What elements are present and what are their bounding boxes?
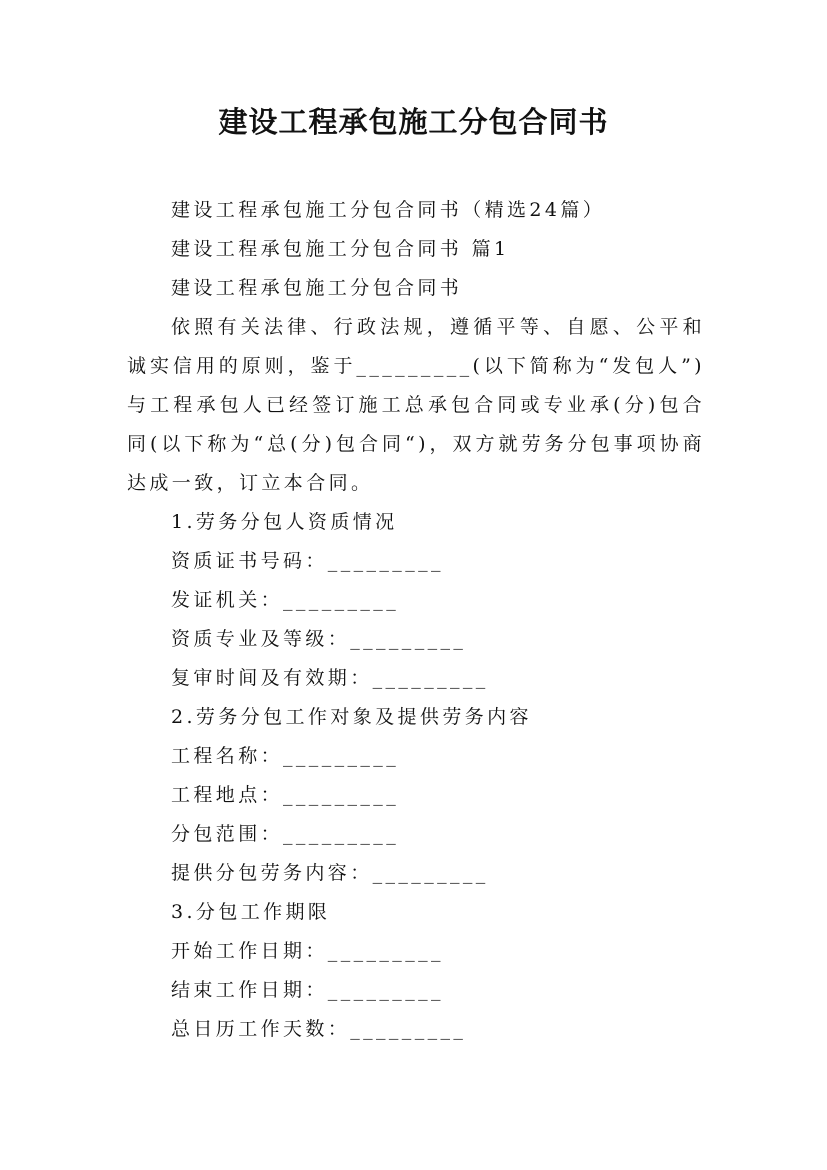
field-line: 总日历工作天数：_________ (171, 1018, 467, 1040)
document-body (127, 191, 705, 1049)
field-line: 工程名称：_________ (171, 745, 400, 767)
section-heading-2: 2.劳务分包工作对象及提供劳务内容 (171, 706, 532, 728)
intro-paragraph: 依照有关法律、行政法规，遵循平等、自愿、公平和诚实信用的原则，鉴于_________(以下简称为“发包人”)与工程承包人已经签订施工总承包合同或专业承(分)包合同(以下称为“总(分)包合同“)，双方就劳务分包事项协商达成一致，订立本合同。 (127, 316, 705, 494)
field-line: 开始工作日期：_________ (171, 940, 444, 962)
field-line: 提供分包劳务内容：_________ (171, 862, 489, 884)
section-heading-1: 1.劳务分包人资质情况 (171, 511, 398, 533)
section-heading-3: 3.分包工作期限 (171, 901, 331, 923)
document-title: 建设工程承包施工分包合同书 (218, 105, 609, 139)
contract-name-line: 建设工程承包施工分包合同书 (171, 277, 463, 299)
field-line: 资质专业及等级：_________ (171, 628, 467, 650)
chapter-heading: 建设工程承包施工分包合同书 篇1 (171, 238, 510, 260)
subtitle-line: 建设工程承包施工分包合同书（精选24篇） (171, 199, 606, 221)
field-line: 分包范围：_________ (171, 823, 400, 845)
field-line: 复审时间及有效期：_________ (171, 667, 489, 689)
field-line: 工程地点：_________ (171, 784, 400, 806)
field-line: 资质证书号码：_________ (171, 550, 444, 572)
field-line: 发证机关：_________ (171, 589, 400, 611)
field-line: 结束工作日期：_________ (171, 979, 444, 1001)
